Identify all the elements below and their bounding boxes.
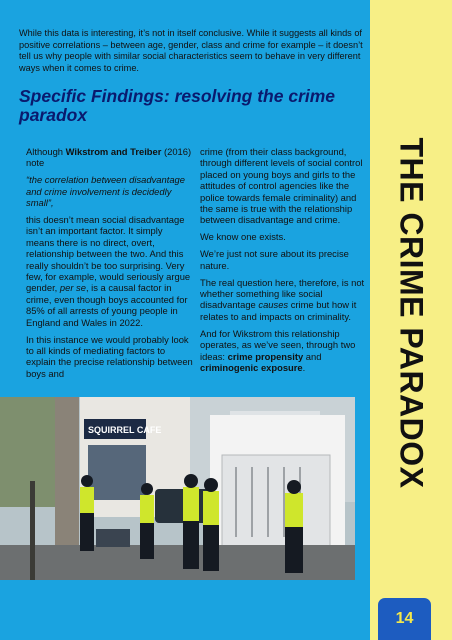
text-span: crime but how it relates to and impacts on criminality.: [200, 299, 357, 322]
vertical-title: THE CRIME PARADOX: [393, 137, 430, 489]
right-paragraph-4: [200, 277, 368, 323]
left-paragraph-4: In this instance we would probably look to all kinds of mediating factors to explain the precise relationship between boys and: [26, 333, 193, 379]
key-term: criminogenic exposure: [200, 361, 303, 373]
text-span: this doesn’t mean social disadvantage isn’t an important factor. It simply means there is no direct, overt, relationship between the two. And this really shouldn’t be too surprising. Very few, for example, would seriously argue gender,: [26, 214, 191, 294]
section-heading: Specific Findings: resolving the crime paradox: [19, 86, 336, 125]
key-term: crime propensity: [227, 350, 304, 362]
photo-illustration: [0, 397, 355, 580]
text-span: and: [303, 350, 322, 362]
text-span: The real question here, therefore, is not whether something like social disadvantage: [200, 276, 365, 311]
italic-term: causes: [258, 299, 289, 311]
right-paragraph-3: We’re just not sure about its precise nature.: [200, 248, 349, 271]
quote: “the correlation between disadvantage and crime involvement is decidedly small”,: [26, 174, 185, 209]
intro-paragraph: While this data is interesting, it’s not in itself conclusive. While it suggests all kinds of positive correlations – between age, gender, class and crime for example – it doesn’t tell us why people with similar social characteristics seem to behave in very different ways when it comes to crime.: [19, 28, 363, 73]
page-number: 14: [395, 610, 414, 627]
cafe-sign: SQUIRREL CAFE: [88, 425, 162, 435]
text-span: Although: [26, 146, 66, 157]
right-paragraph-2: We know one exists.: [200, 231, 286, 243]
left-paragraph-1: [26, 146, 193, 169]
page-number-badge: [378, 598, 431, 640]
left-paragraph-3: [26, 214, 193, 328]
right-paragraph-1: crime (from their class background, through different levels of social control placed on young boys and girls to the attitudes of control agencies like the police towards female criminality) and the same is true with the relationship between disadvantage and crime.: [200, 146, 363, 226]
police-street-photo: [0, 397, 355, 580]
text-span: .: [302, 361, 306, 373]
right-paragraph-5: [200, 328, 368, 374]
right-column: [200, 146, 368, 379]
text-span: And for Wikstrom this relationship operates, as we’ve seen, through two ideas:: [200, 327, 356, 362]
author-name: Wikstrom and Treiber: [65, 146, 162, 157]
text-span: (2016) note: [26, 146, 192, 169]
left-column: [26, 146, 193, 385]
text-span: , is a causal factor in crime, even though boys accounted for 85% of all arrests of young people in England and Wales in 2022.: [26, 282, 188, 328]
italic-term: per se: [59, 282, 86, 294]
